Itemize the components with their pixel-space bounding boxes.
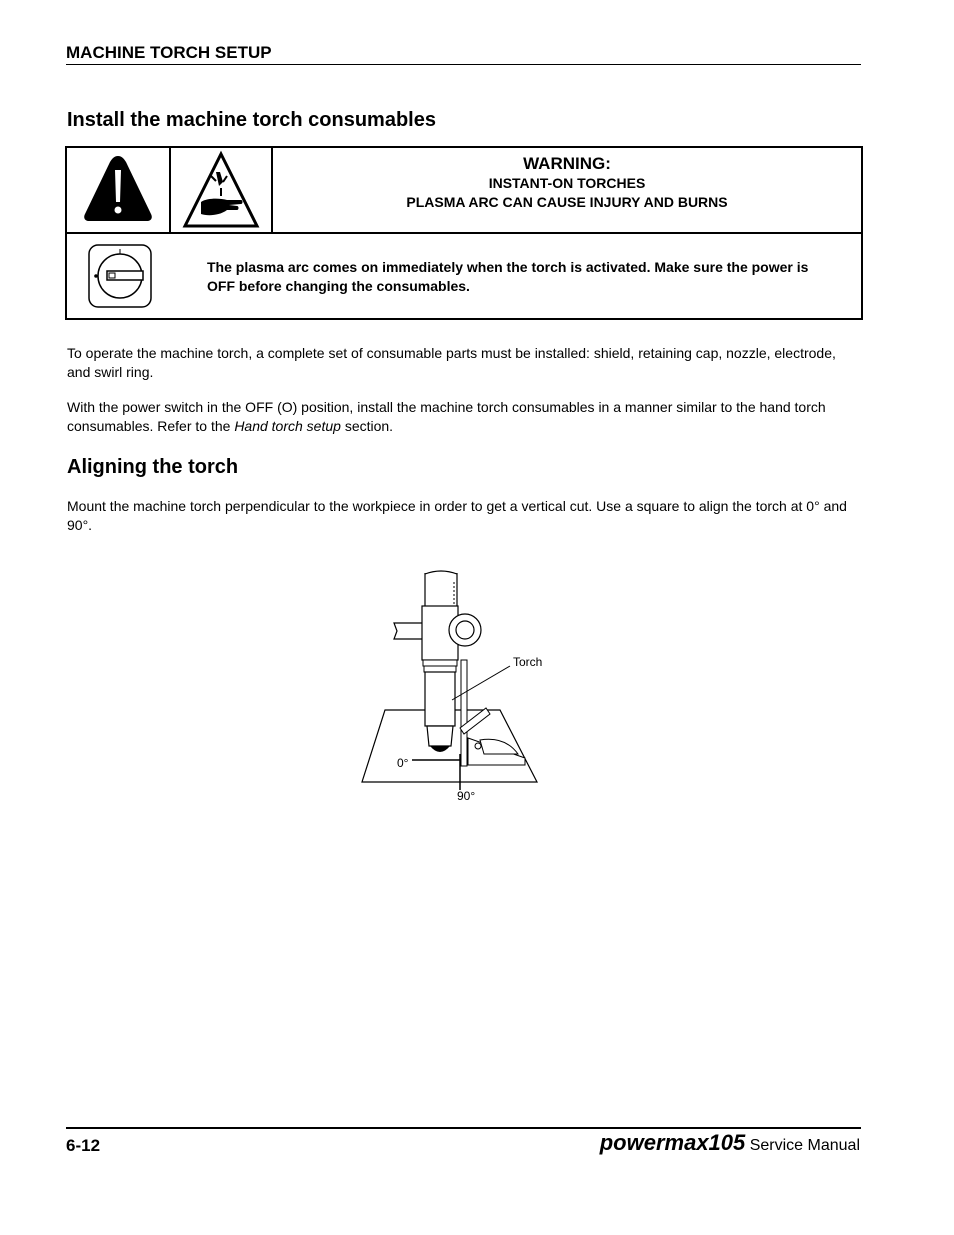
warning-line-2: PLASMA ARC CAN CAUSE INJURY AND BURNS (406, 194, 728, 210)
header-title: MACHINE TORCH SETUP (66, 43, 272, 62)
power-switch-icon (87, 243, 153, 309)
label-0-degrees: 0° (397, 756, 409, 770)
footer-rule (66, 1127, 861, 1129)
paragraph-consumables: To operate the machine torch, a complete set of consumable parts must be installed: shield, retaining cap, nozzle, electrode, and swirl ring. (67, 345, 836, 380)
header-rule (66, 64, 861, 65)
paragraph-install (67, 398, 862, 436)
section-title-aligning: Aligning the torch (67, 456, 239, 478)
manual-title: Service Manual (749, 1137, 860, 1154)
warning-caution-text: The plasma arc comes on immediately when the torch is activated. Make sure the power is OFF before changing the consumables. (207, 259, 809, 294)
torch-alignment-figure (360, 568, 550, 808)
warning-triangle-cell (67, 148, 171, 232)
hand-torch-setup-reference: Hand torch setup (234, 418, 341, 434)
hand-burn-cell (171, 148, 273, 232)
brand-logo: powermax105 (599, 1130, 746, 1155)
warning-line-1: INSTANT-ON TORCHES (488, 175, 646, 191)
paragraph-aligning: Mount the machine torch perpendicular to the workpiece in order to get a vertical cut. Use a square to align the torch at 0° and 90°. (67, 498, 847, 533)
warning-title: WARNING: (523, 154, 611, 173)
label-90-degrees: 90° (457, 789, 476, 803)
warning-heading-block (273, 148, 861, 232)
warning-box (65, 146, 863, 320)
paragraph-install-text: With the power switch in the OFF (O) position, install the machine torch consumables in a manner similar to the hand torch consumables. Refer to the (67, 399, 826, 434)
torch-alignment-drawing (360, 568, 550, 808)
warning-triangle-icon (67, 148, 169, 232)
label-torch: Torch (513, 655, 543, 669)
paragraph-install-end: section. (340, 418, 394, 434)
warning-box-header (67, 148, 861, 234)
hand-burn-icon (171, 148, 271, 232)
footer-brand-block (600, 1130, 860, 1156)
section-title-install: Install the machine torch consumables (67, 109, 436, 131)
page-number: 6-12 (66, 1136, 101, 1155)
